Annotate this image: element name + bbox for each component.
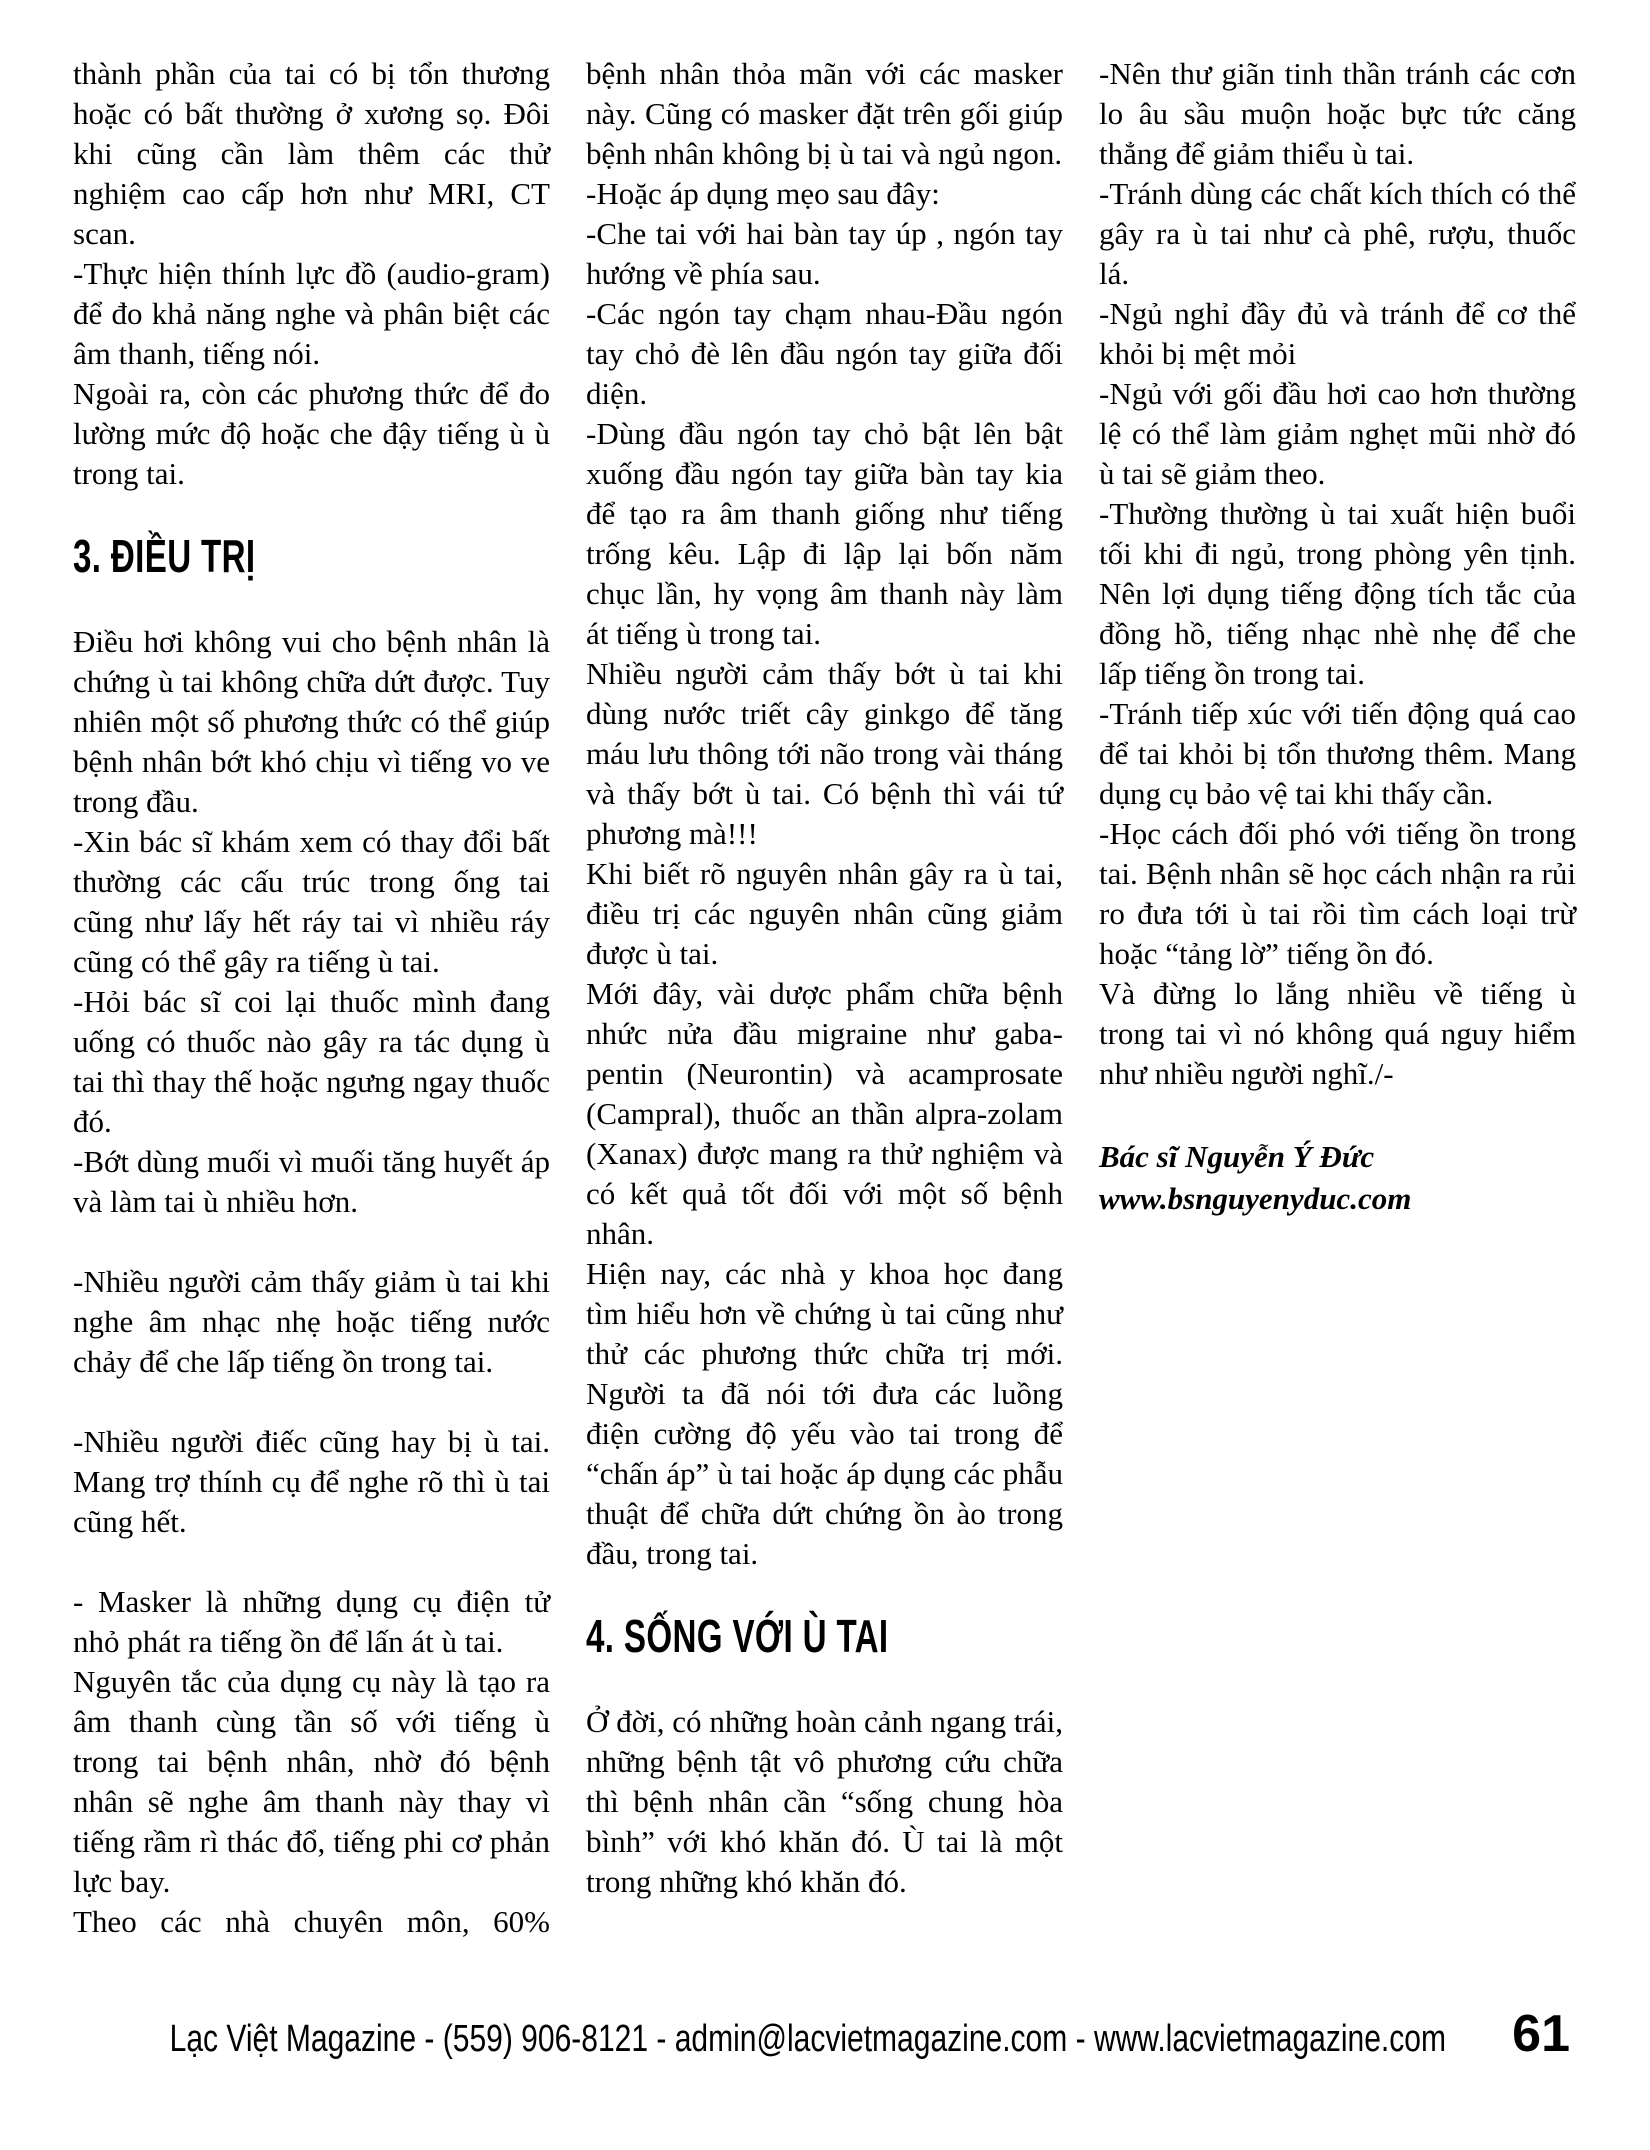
paragraph: -Dùng đầu ngón tay chỏ bật lên bật xuống đầu ngón tay giữa bàn tay kia để tạo ra âm thanh giống như tiếng trống kêu. Lập đi lập lại bốn năm chục lần, hy vọng âm thanh này làm át tiếng ù trong tai. bbox=[586, 416, 1063, 651]
section-heading-dieu-tri bbox=[73, 532, 550, 580]
paragraph: -Học cách đối phó với tiếng ồn trong tai. Bệnh nhân sẽ học cách nhận ra rủi ro đưa tới ù tai rồi tìm cách loại trừ hoặc “tảng lờ” tiếng ồn đó. bbox=[1099, 816, 1576, 971]
column-3 bbox=[1099, 54, 1576, 1942]
paragraph: Ở đời, có những hoàn cảnh ngang trái, những bệnh tật vô phương cứu chữa thì bệnh nhân cần “sống chung hòa bình” với khó khăn đó. Ù tai là một trong những khó khăn đó. bbox=[586, 1704, 1063, 1899]
paragraph: thành phần của tai có bị tổn thương hoặc có bất thường ở xương sọ. Đôi khi cũng cần làm thêm các thử nghiệm cao cấp hơn như MRI, CT scan. bbox=[73, 56, 550, 251]
paragraph: Nhiều người cảm thấy bớt ù tai khi dùng nước triết cây ginkgo để tăng máu lưu thông tới não trong vài tháng và thấy bớt ù tai. Có bệnh thì vái tứ phương mà!!! bbox=[586, 656, 1063, 851]
column-1 bbox=[73, 54, 550, 1942]
author-name: Bác sĩ Nguyễn Ý Đức bbox=[1099, 1139, 1375, 1174]
paragraph: -Bớt dùng muối vì muối tăng huyết áp và làm tai ù nhiều hơn. bbox=[73, 1144, 550, 1219]
section-heading-text: 4. SỐNG VỚI Ù TAI bbox=[586, 1610, 889, 1662]
paragraph: Nguyên tắc của dụng cụ này là tạo ra âm thanh cùng tần số với tiếng ù trong tai bệnh nhân, nhờ đó bệnh nhân sẽ nghe âm thanh này thay vì tiếng rầm rì thác đổ, tiếng phi cơ phản lực bay. bbox=[73, 1664, 550, 1899]
author-website: www.bsnguyenyduc.com bbox=[1099, 1181, 1412, 1216]
paragraph: Hiện nay, các nhà y khoa học đang tìm hiểu hơn về chứng ù tai cũng như thử các phương thức chữa trị mới. Người ta đã nói tới đưa các luồng điện cường độ yếu vào tai trong để “chấn áp” ù tai hoặc áp dụng các phẫu thuật để chữa dứt chứng ồn ào trong đầu, trong tai. bbox=[586, 1256, 1063, 1571]
paragraph: -Nhiều người cảm thấy giảm ù tai khi nghe âm nhạc nhẹ hoặc tiếng nước chảy để che lấp tiếng ồn trong tai. bbox=[73, 1264, 550, 1379]
paragraph: -Xin bác sĩ khám xem có thay đổi bất thường các cấu trúc trong ống tai cũng như lấy hết ráy tai vì nhiều ráy cũng có thể gây ra tiếng ù tai. bbox=[73, 824, 550, 979]
paragraph: Và đừng lo lắng nhiều về tiếng ù trong tai vì nó không quá nguy hiểm như nhiều người nghĩ./- bbox=[1099, 976, 1576, 1091]
paragraph: Ngoài ra, còn các phương thức để đo lường mức độ hoặc che đậy tiếng ù ù trong tai. bbox=[73, 376, 550, 491]
paragraph: -Hỏi bác sĩ coi lại thuốc mình đang uống có thuốc nào gây ra tác dụng ù tai thì thay thế hoặc ngưng ngay thuốc đó. bbox=[73, 984, 550, 1139]
section-heading-song-voi-u-tai bbox=[586, 1612, 1063, 1660]
paragraph: -Nhiều người điếc cũng hay bị ù tai. Mang trợ thính cụ để nghe rõ thì ù tai cũng hết. bbox=[73, 1424, 550, 1539]
paragraph: -Ngủ với gối đầu hơi cao hơn thường lệ có thể làm giảm nghẹt mũi nhờ đó ù tai sẽ giảm theo. bbox=[1099, 376, 1576, 491]
paragraph: -Thường thường ù tai xuất hiện buổi tối khi đi ngủ, trong phòng yên tịnh. Nên lợi dụng tiếng động tích tắc của đồng hồ, tiếng nhạc nhè nhẹ để che lấp tiếng ồn trong tai. bbox=[1099, 496, 1576, 691]
paragraph: -Nên thư giãn tinh thần tránh các cơn lo âu sầu muộn hoặc bực tức căng thẳng để giảm thiểu ù tai. bbox=[1099, 56, 1576, 171]
paragraph: -Hoặc áp dụng mẹo sau đây: bbox=[586, 176, 940, 211]
paragraph: -Thực hiện thính lực đồ (audio-gram) để đo khả năng nghe và phân biệt các âm thanh, tiếng nói. bbox=[73, 256, 550, 371]
paragraph: Khi biết rõ nguyên nhân gây ra ù tai, điều trị các nguyên nhân cũng giảm được ù tai. bbox=[586, 856, 1063, 971]
paragraph: - Masker là những dụng cụ điện tử nhỏ phát ra tiếng ồn để lấn át ù tai. bbox=[73, 1584, 550, 1659]
section-heading-text: 3. ĐIỀU TRỊ bbox=[73, 530, 256, 582]
paragraph: -Tránh dùng các chất kích thích có thể gây ra ù tai như cà phê, rượu, thuốc lá. bbox=[1099, 176, 1576, 291]
footer-contact: Lạc Việt Magazine - (559) 906-8121 - admin@lacvietmagazine.com - www.lacvietmagazine.com bbox=[169, 2018, 1446, 2060]
paragraph: -Che tai với hai bàn tay úp , ngón tay hướng về phía sau. bbox=[586, 216, 1063, 291]
paragraph: Điều hơi không vui cho bệnh nhân là chứng ù tai không chữa dứt được. Tuy nhiên một số phương thức có thể giúp bệnh nhân bớt khó chịu vì tiếng vo ve trong đầu. bbox=[73, 624, 550, 819]
paragraph: Theo các nhà chuyên môn, 60% bbox=[73, 1904, 550, 1939]
page-footer bbox=[0, 2018, 1650, 2061]
page-number: 61 bbox=[1512, 2005, 1570, 2063]
author-byline bbox=[1099, 1136, 1576, 1220]
paragraph: bệnh nhân thỏa mãn với các masker này. Cũng có masker đặt trên gối giúp bệnh nhân không bị ù tai và ngủ ngon. bbox=[586, 56, 1063, 171]
paragraph: Mới đây, vài dược phẩm chữa bệnh nhức nửa đầu migraine như gaba-pentin (Neurontin) và acamprosate (Campral), thuốc an thần alpra-zolam (Xanax) được mang ra thử nghiệm và có kết quả tốt đối với một số bệnh nhân. bbox=[586, 976, 1063, 1251]
article-columns bbox=[73, 54, 1576, 1942]
paragraph: -Tránh tiếp xúc với tiến động quá cao để tai khỏi bị tổn thương thêm. Mang dụng cụ bảo vệ tai khi thấy cần. bbox=[1099, 696, 1576, 811]
paragraph: -Các ngón tay chạm nhau-Đầu ngón tay chỏ đè lên đầu ngón tay giữa đối diện. bbox=[586, 296, 1063, 411]
column-2 bbox=[586, 54, 1063, 1942]
paragraph: -Ngủ nghỉ đầy đủ và tránh để cơ thể khỏi bị mệt mỏi bbox=[1099, 296, 1576, 371]
